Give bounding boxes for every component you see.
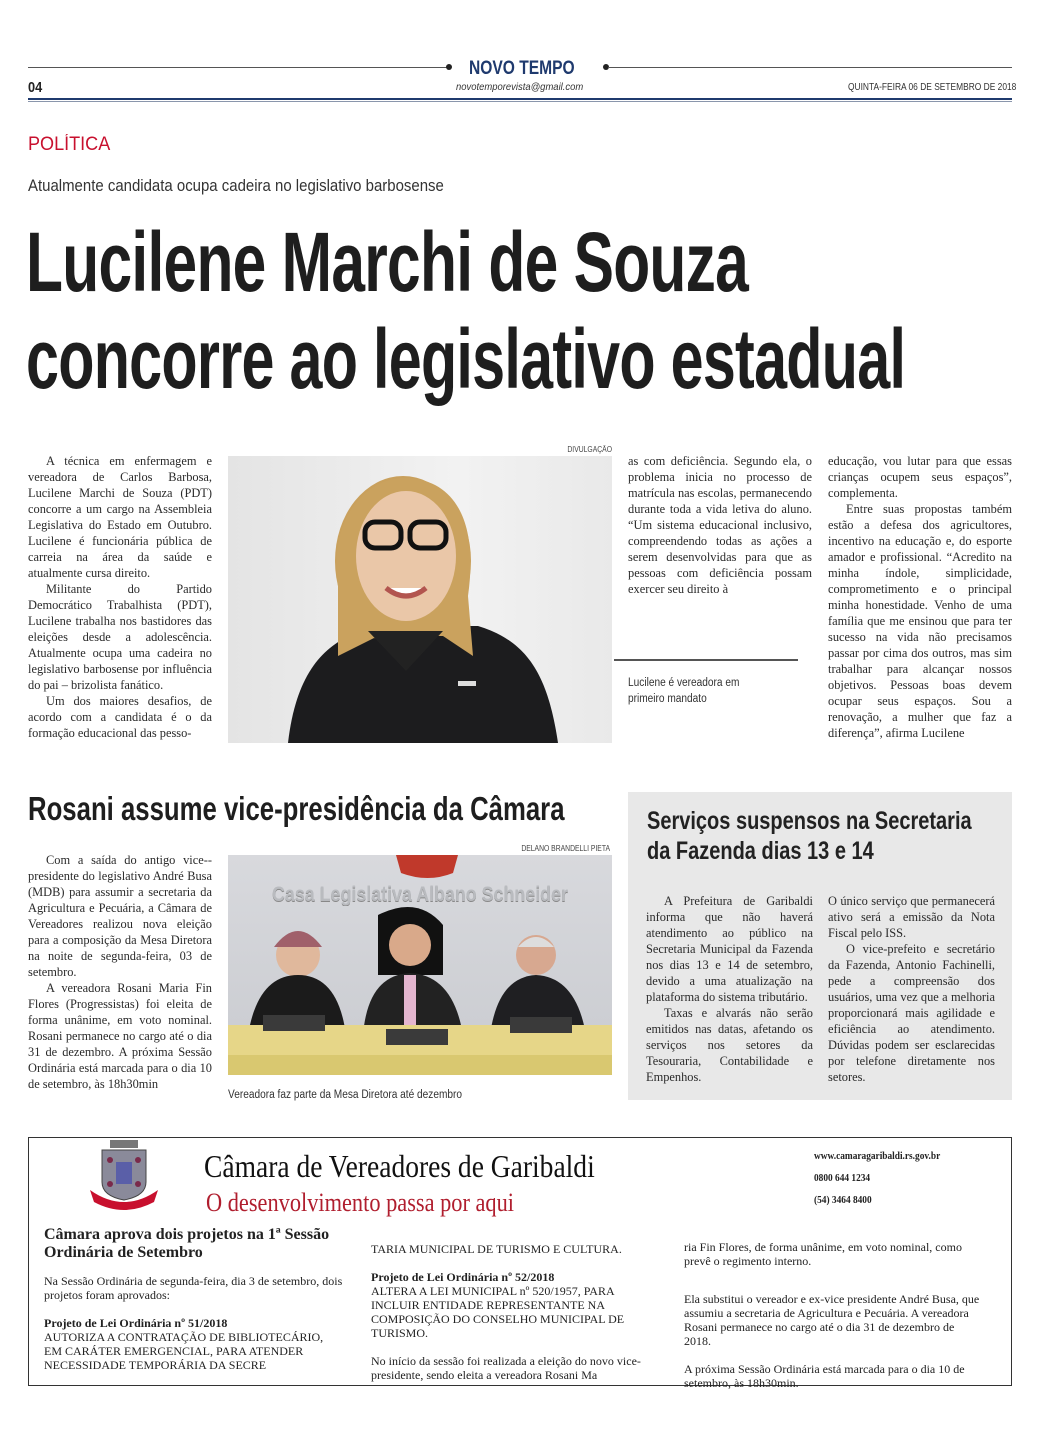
project2-text: ALTERA A LEI MUNICIPAL nº 520/1957, PARA INCLUIR ENTIDADE REPRESENTANTE NA COMPOSIÇÃO DO CONSELHO MUNICIPAL DE TURISMO. bbox=[371, 1284, 625, 1340]
garibaldi-crest-icon bbox=[88, 1138, 160, 1210]
masthead-rule-left bbox=[28, 67, 448, 68]
project1-text: AUTORIZA A CONTRATAÇÃO DE BIBLIOTECÁRIO, EM CARÁTER EMERGENCIAL, PARA ATENDER NECESSIDADE TEMPORÁRIA DA SECRE bbox=[44, 1330, 324, 1372]
paragraph: A Prefeitura de Garibaldi informa que não haverá atendimento ao público na Secretaria Municipal da Fazenda nos dias 13 e 14 de setembro, devido a uma atualização na plataforma do sistema tributário. bbox=[646, 894, 813, 1004]
ad-website[interactable]: www.camaragaribaldi.rs.gov.br bbox=[814, 1150, 941, 1162]
meeting-photo bbox=[228, 855, 612, 1075]
ad-intro: Na Sessão Ordinária de segunda-feira, dia 3 de setembro, dois projetos foram aprovados: bbox=[44, 1274, 343, 1302]
paragraph: Entre suas propostas também estão a defesa dos agricultores, incentivo na educação e, do esporte amador e profissional. “Acredito na minha índole, simplicidade, comprometimento e o principal minha honestidade. Venho de uma família que me ensinou que para ter sucesso na vida não precisamos passar por cima dos outros, mas sim trabalhar para alcançar nossos objetivos. Pessoas boas devem ocupar seus espaços. Sou a renovação, a mulher que faz a diferença”, afirma Lucilene bbox=[828, 502, 1012, 740]
ad-headline: Câmara aprova dois projetos na 1ª Sessão Ordinária de Setembro bbox=[44, 1226, 330, 1261]
kicker: Atualmente candidata ocupa cadeira no legislativo barbosense bbox=[28, 176, 444, 195]
project1-cont: TARIA MUNICIPAL DE TURISMO E CULTURA. bbox=[371, 1242, 622, 1256]
masthead-rule-bottom bbox=[28, 101, 1012, 102]
headline-line1: Lucilene Marchi de Souza bbox=[26, 215, 749, 309]
section-label: POLÍTICA bbox=[28, 134, 111, 155]
servicos-headline-line2: da Fazenda dias 13 e 14 bbox=[647, 837, 874, 865]
article-col1 bbox=[28, 453, 212, 741]
rosani-headline: Rosani assume vice-presidência da Câmara bbox=[28, 790, 565, 827]
paragraph: Um dos maiores desafios, de acordo com a candidata é o da formação educacional das pesso- bbox=[28, 694, 212, 740]
masthead-rule-top bbox=[28, 98, 1012, 100]
article-col3 bbox=[628, 453, 812, 597]
page-number: 04 bbox=[28, 79, 43, 96]
project2-title: Projeto de Lei Ordinária nº 52/2018 bbox=[371, 1270, 555, 1284]
photo-caption bbox=[628, 675, 778, 707]
paragraph: A técnica em enfermagem e vereadora de Carlos Barbosa, Lucilene Marchi de Souza (PDT) concorre a um cargo na Assembleia Legislativa do Estado em Outubro. Lucilene é funcionária pública de carreia na área da saúde e atualmente cursa direito. bbox=[28, 454, 212, 580]
candidate-photo bbox=[228, 456, 612, 743]
wall-sign: Casa Legislativa Albano Schneider bbox=[272, 883, 568, 906]
article-col4 bbox=[828, 453, 1012, 741]
paragraph: O vice-prefeito e secretário da Fazenda, Antonio Fachinelli, pede a compreensão dos usuários, uma vez que a melhoria proporcionará mais agilidade e eficiência ao atendimento. Dúvidas podem ser esclarecidas por telefone diretamente nos setores. bbox=[828, 942, 995, 1084]
dot-left bbox=[446, 64, 452, 70]
ad-col1 bbox=[44, 1226, 344, 1372]
masthead-rule-right bbox=[608, 67, 1012, 68]
masthead-title: NOVO TEMPO bbox=[469, 58, 575, 79]
woman-portrait-icon bbox=[228, 456, 612, 743]
headline-line2: concorre ao legislativo estadual bbox=[26, 312, 906, 406]
ad-col2 bbox=[371, 1242, 651, 1382]
paragraph: O único serviço que permanecerá ativo será a emissão da Nota Fiscal pelo ISS. bbox=[828, 894, 995, 940]
photo-caption: Vereadora faz parte da Mesa Diretora até dezembro bbox=[228, 1089, 463, 1101]
photo-credit: DIVULGAÇÃO bbox=[567, 445, 612, 454]
servicos-col2 bbox=[828, 893, 995, 1085]
election-cont: ria Fin Flores, de forma unânime, em voto nominal, como prevê o regimento interno. bbox=[684, 1240, 962, 1268]
election-text: No início da sessão foi realizada a eleição do novo vice-presidente, sendo eleita a vereadora Rosani Ma bbox=[371, 1354, 641, 1382]
paragraph: as com deficiência. Segundo ela, o problema inicia no processo de matrícula nas escolas, permanecendo durante toda a vida letiva do aluno. “Um sistema educacional inclusivo, compreendendo todas as ações a serem desenvolvidas para que as pessoas com deficiência possam exercer seu direito à bbox=[628, 454, 812, 596]
paragraph: Com a saída do antigo vice--presidente do legislativo André Busa (MDB) para assumir a secretaria da Agricultura e Pecuária, a Câmara de Vereadores realizou nova eleição para a composição da Mesa Diretora na noite de segunda-feira, 03 de setembro. bbox=[28, 853, 212, 979]
project1-title: Projeto de Lei Ordinária nº 51/2018 bbox=[44, 1316, 228, 1330]
servicos-col1 bbox=[646, 893, 813, 1085]
ad-phone2: (54) 3464 8400 bbox=[814, 1194, 872, 1206]
paragraph: A vereadora Rosani Maria Fin Flores (Progressistas) foi eleita de forma unânime, em voto nominal. Rosani permanece no cargo até o dia 31 de dezembro. A próxima Sessão Ordinária está marcada para o dia 10 de setembro, às 18h30min bbox=[28, 981, 212, 1091]
servicos-headline bbox=[647, 806, 972, 866]
next-session-text: A próxima Sessão Ordinária está marcada para o dia 10 de setembro, às 18h30min. bbox=[684, 1362, 965, 1390]
masthead-date: QUINTA-FEIRA 06 DE SETEMBRO DE 2018 bbox=[848, 81, 1017, 93]
ad-slogan: O desenvolvimento passa por aqui bbox=[206, 1188, 515, 1217]
servicos-headline-line1: Serviços suspensos na Secretaria bbox=[647, 807, 972, 835]
photo-credit: DELANO BRANDELLI PIETA bbox=[521, 844, 610, 853]
replaces-text: Ela substitui o vereador e ex-vice presidente André Busa, que assumiu a secretaria de Agricultura e Pecuária. A vereadora Rosani permanece no cargo até o dia 31 de dezembro de 2018. bbox=[684, 1292, 980, 1348]
rosani-body bbox=[28, 852, 212, 1092]
paragraph: educação, vou lutar para que essas crianças ocupem seus espaços”, complementa. bbox=[828, 454, 1012, 500]
ad-title: Câmara de Vereadores de Garibaldi bbox=[204, 1148, 595, 1184]
caption-text: Lucilene é vereadora em primeiro mandato bbox=[628, 677, 740, 705]
ad-phone1: 0800 644 1234 bbox=[814, 1172, 871, 1184]
masthead-email[interactable]: novotemporevista@gmail.com bbox=[456, 81, 584, 93]
caption-rule bbox=[614, 659, 798, 661]
paragraph: Taxas e alvarás não serão emitidos nas datas, afetando os serviços nos setores da Tesouraria, Contabilidade e Empenhos. bbox=[646, 1006, 813, 1084]
ad-col3 bbox=[684, 1240, 984, 1390]
paragraph: Militante do Partido Democrático Trabalhista (PDT), Lucilene trabalha nos bastidores das eleições desde a adolescência. Atualmente ocupa uma cadeira no legislativo barbosense por influência do pai – brizolista fanático. bbox=[28, 582, 212, 692]
